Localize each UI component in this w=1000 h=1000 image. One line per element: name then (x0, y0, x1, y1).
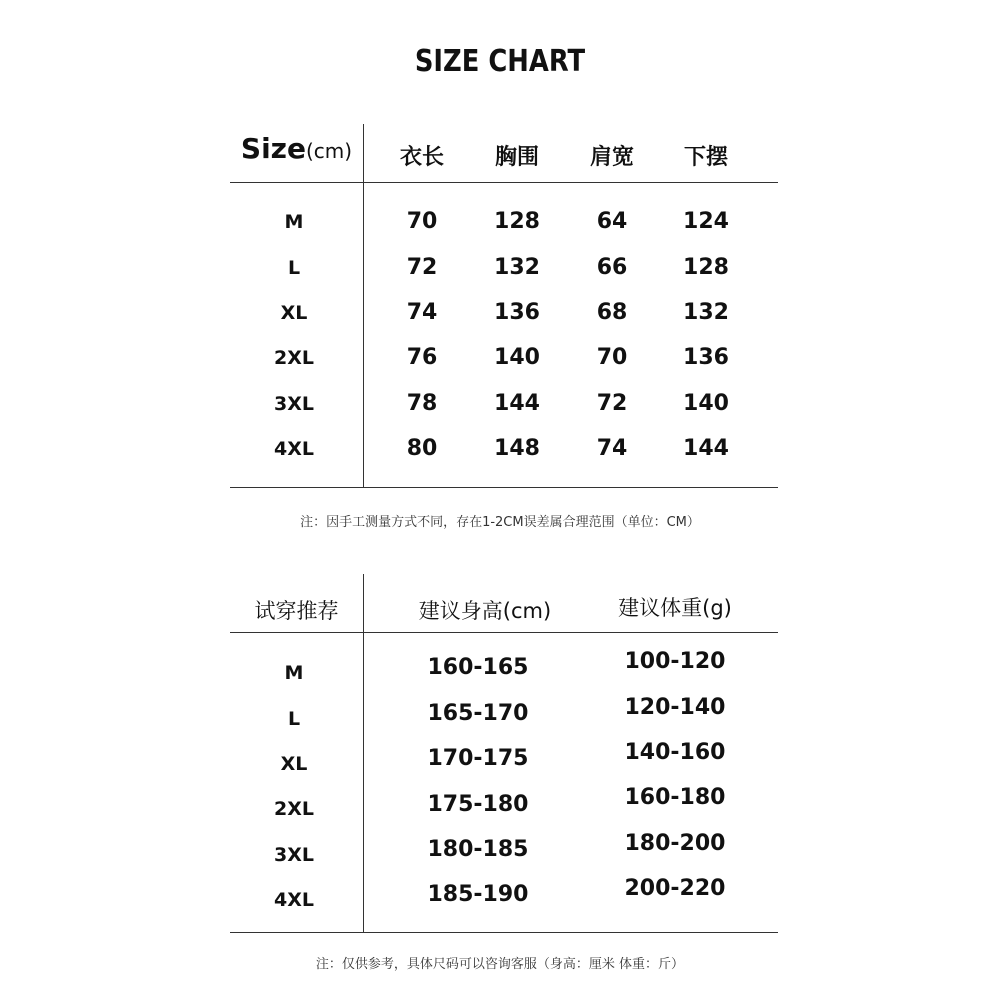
table2-height-cell: 165-170 (427, 701, 529, 726)
table1-value-cell: 70 (406, 209, 438, 234)
table1-size-cell: 3XL (274, 393, 314, 415)
table2-size-cell: 2XL (274, 798, 314, 820)
table1-header-divider (230, 182, 778, 183)
table2-weight-cell: 140-160 (624, 740, 726, 765)
table2-header-fit: 试穿推荐 (254, 599, 339, 623)
table1-value-cell: 74 (406, 300, 438, 325)
table2-height-cell: 180-185 (427, 837, 529, 862)
size-header-main: Size (240, 132, 306, 165)
table1-value-cell: 140 (683, 391, 729, 416)
table2-height-cell: 170-175 (427, 746, 529, 771)
table1-header-shoulder: 肩宽 (589, 145, 634, 170)
table2-weight-cell: 200-220 (624, 876, 726, 901)
table1-value-cell: 66 (596, 255, 628, 280)
table2-weight-cell: 100-120 (624, 649, 726, 674)
table1-value-cell: 132 (494, 255, 540, 280)
table1-value-cell: 78 (406, 391, 438, 416)
table1-note: 注：因手工测量方式不同，存在1-2CM误差属合理范围（单位：CM） (300, 515, 700, 530)
table2-note: 注：仅供参考，具体尺码可以咨询客服（身高：厘米 体重：斤） (315, 957, 685, 972)
table2-header-weight: 建议体重(g) (618, 596, 732, 620)
table1-value-cell: 74 (596, 436, 628, 461)
table1-value-cell: 136 (683, 345, 729, 370)
table1-value-cell: 76 (406, 345, 438, 370)
table2-weight-cell: 120-140 (624, 695, 726, 720)
table2-weight-cell: 180-200 (624, 831, 726, 856)
table1-value-cell: 148 (494, 436, 540, 461)
table1-value-cell: 70 (596, 345, 628, 370)
table1-header-length: 衣长 (399, 145, 444, 170)
page-title: SIZE CHART (414, 44, 586, 79)
table1-value-cell: 144 (683, 436, 729, 461)
table2-bottom-border (230, 932, 778, 933)
table2-header-height: 建议身高(cm) (418, 599, 552, 623)
table1-header-chest: 胸围 (494, 145, 539, 170)
table1-value-cell: 72 (406, 255, 438, 280)
table1-size-cell: 4XL (274, 438, 314, 460)
table1-size-cell: XL (280, 302, 308, 324)
table2-size-cell: L (287, 708, 301, 730)
table2-size-cell: XL (280, 753, 308, 775)
table1-value-cell: 144 (494, 391, 540, 416)
table2-size-cell: M (284, 662, 304, 684)
table2-column-divider (363, 574, 364, 932)
table1-value-cell: 128 (494, 209, 540, 234)
table1-size-cell: 2XL (274, 347, 314, 369)
table1-size-header (230, 132, 363, 165)
table1-value-cell: 132 (683, 300, 729, 325)
table1-value-cell: 72 (596, 391, 628, 416)
table2-weight-cell: 160-180 (624, 785, 726, 810)
table2-size-cell: 3XL (274, 844, 314, 866)
table1-value-cell: 136 (494, 300, 540, 325)
table1-size-cell: M (284, 211, 304, 233)
table2-header-divider (230, 632, 778, 633)
table2-height-cell: 185-190 (427, 882, 529, 907)
table1-value-cell: 80 (406, 436, 438, 461)
size-header-unit: (cm) (305, 139, 353, 163)
table1-header-hem: 下摆 (683, 145, 728, 170)
table1-column-divider (363, 124, 364, 487)
table1-value-cell: 128 (683, 255, 729, 280)
table1-value-cell: 140 (494, 345, 540, 370)
table2-height-cell: 175-180 (427, 792, 529, 817)
table1-value-cell: 64 (596, 209, 628, 234)
table2-height-cell: 160-165 (427, 655, 529, 680)
table1-size-cell: L (287, 257, 301, 279)
table2-size-cell: 4XL (274, 889, 314, 911)
table1-value-cell: 68 (596, 300, 628, 325)
table1-value-cell: 124 (683, 209, 729, 234)
table1-bottom-border (230, 487, 778, 488)
